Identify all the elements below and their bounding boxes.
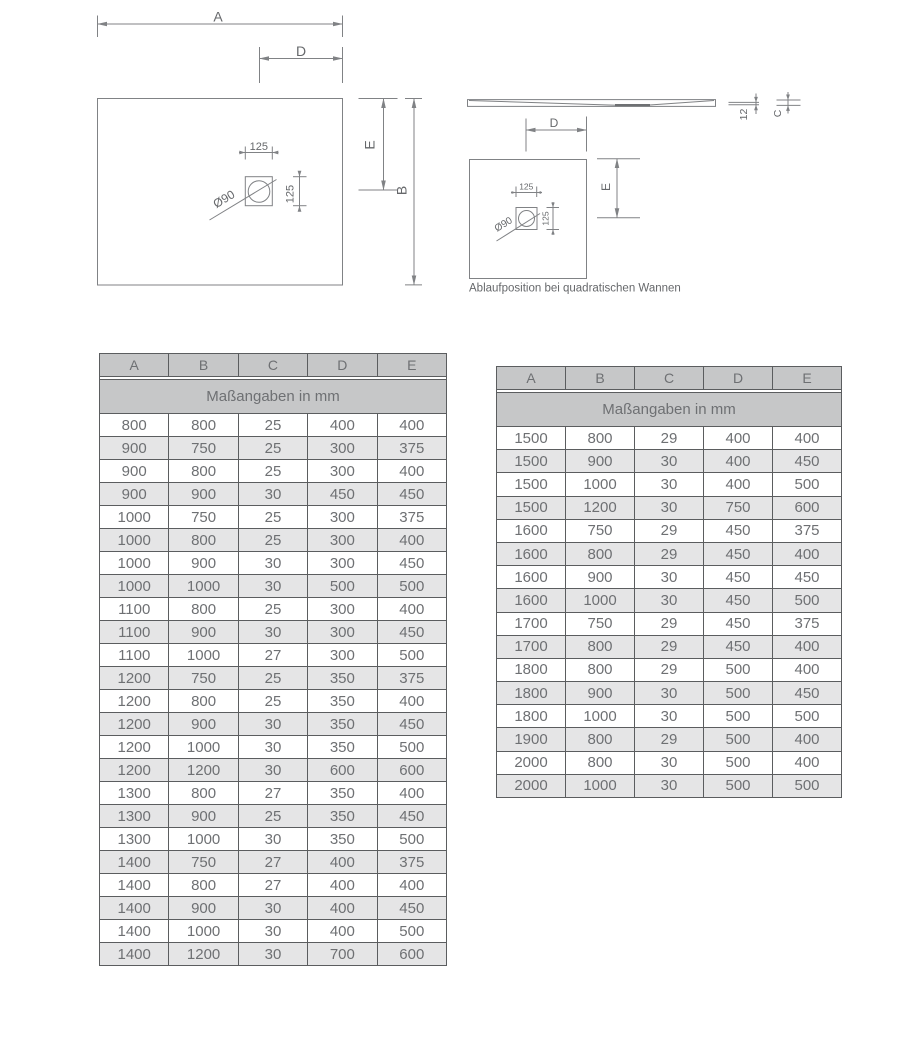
dimension-cell: 900 bbox=[169, 897, 238, 920]
dimension-cell: 400 bbox=[308, 874, 377, 897]
dimension-cell: 800 bbox=[169, 782, 238, 805]
dimension-cell: 450 bbox=[773, 566, 842, 589]
table-row bbox=[100, 759, 447, 782]
dimension-cell: 30 bbox=[238, 759, 307, 782]
dimension-cell: 900 bbox=[169, 483, 238, 506]
column-header-c: C bbox=[635, 367, 704, 390]
dimension-cell: 1700 bbox=[497, 635, 566, 658]
dimension-cell: 1800 bbox=[497, 682, 566, 705]
dimension-cell: 500 bbox=[773, 473, 842, 496]
table-row bbox=[100, 621, 447, 644]
dimension-cell: 400 bbox=[308, 851, 377, 874]
dimension-cell: 900 bbox=[566, 566, 635, 589]
dimension-cell: 2000 bbox=[497, 751, 566, 774]
dimension-cell: 300 bbox=[308, 437, 377, 460]
dimension-cell: 450 bbox=[377, 805, 446, 828]
column-header-b: B bbox=[169, 354, 238, 377]
table-row bbox=[497, 589, 842, 612]
dimension-cell: 30 bbox=[238, 575, 307, 598]
dimension-cell: 1000 bbox=[566, 705, 635, 728]
dimension-cell: 600 bbox=[377, 943, 446, 966]
dimension-cell: 350 bbox=[308, 805, 377, 828]
dimension-cell: 30 bbox=[238, 483, 307, 506]
offset-h-label-square: 125 bbox=[519, 181, 534, 192]
dimension-cell: 2000 bbox=[497, 774, 566, 797]
dimension-cell: 1300 bbox=[100, 782, 169, 805]
dimension-cell: 1500 bbox=[497, 473, 566, 496]
offset-v-label: 125 bbox=[284, 184, 297, 204]
dimension-cell: 300 bbox=[308, 644, 377, 667]
dimension-cell: 30 bbox=[635, 589, 704, 612]
dimension-cell: 400 bbox=[308, 897, 377, 920]
dimensions-table-left bbox=[99, 353, 447, 966]
dimension-cell: 27 bbox=[238, 874, 307, 897]
dim-label-e-square: E bbox=[599, 182, 613, 192]
dimension-cell: 500 bbox=[308, 575, 377, 598]
dimension-cell: 25 bbox=[238, 506, 307, 529]
dimension-cell: 1400 bbox=[100, 920, 169, 943]
dimension-cell: 1000 bbox=[169, 575, 238, 598]
dimension-cell: 800 bbox=[566, 542, 635, 565]
dimension-cell: 1200 bbox=[100, 713, 169, 736]
dimension-cell: 800 bbox=[566, 751, 635, 774]
table-row bbox=[100, 713, 447, 736]
dimension-cell: 800 bbox=[566, 635, 635, 658]
table-row bbox=[100, 851, 447, 874]
drawing-caption: Ablaufposition bei quadratischen Wannen bbox=[469, 282, 681, 295]
dimension-cell: 450 bbox=[377, 483, 446, 506]
dimension-cell: 1700 bbox=[497, 612, 566, 635]
column-header-row bbox=[497, 367, 842, 390]
dimension-cell: 400 bbox=[773, 658, 842, 681]
dim-label-d-square: D bbox=[549, 116, 559, 130]
dimension-cell: 1000 bbox=[100, 575, 169, 598]
dimension-cell: 375 bbox=[377, 851, 446, 874]
dimension-cell: 300 bbox=[308, 552, 377, 575]
dimension-cell: 1100 bbox=[100, 621, 169, 644]
dimension-cell: 900 bbox=[566, 682, 635, 705]
dimension-cell: 300 bbox=[308, 529, 377, 552]
dimension-cell: 900 bbox=[169, 713, 238, 736]
dimension-cell: 1000 bbox=[169, 828, 238, 851]
table-row bbox=[100, 552, 447, 575]
dimension-cell: 500 bbox=[773, 705, 842, 728]
dimension-cell: 30 bbox=[635, 450, 704, 473]
dimension-cell: 500 bbox=[377, 920, 446, 943]
drain-diameter-label: Ø90 bbox=[210, 187, 238, 211]
table-row bbox=[497, 774, 842, 797]
dimension-cell: 300 bbox=[308, 460, 377, 483]
dimension-cell: 400 bbox=[377, 782, 446, 805]
dimension-cell: 400 bbox=[773, 635, 842, 658]
dimension-cell: 1100 bbox=[100, 644, 169, 667]
dimension-cell: 375 bbox=[377, 437, 446, 460]
dimension-cell: 800 bbox=[169, 690, 238, 713]
table-row bbox=[100, 414, 447, 437]
table-row bbox=[100, 805, 447, 828]
dimension-cell: 400 bbox=[773, 728, 842, 751]
dimension-cell: 27 bbox=[238, 644, 307, 667]
dimension-cell: 30 bbox=[238, 621, 307, 644]
dimension-cell: 375 bbox=[773, 612, 842, 635]
dimension-cell: 350 bbox=[308, 667, 377, 690]
dimension-cell: 400 bbox=[377, 529, 446, 552]
dimension-cell: 1200 bbox=[169, 943, 238, 966]
dimension-cell: 400 bbox=[704, 473, 773, 496]
dimension-cell: 750 bbox=[566, 519, 635, 542]
dimension-cell: 800 bbox=[169, 874, 238, 897]
dimension-cell: 800 bbox=[100, 414, 169, 437]
dimension-cell: 400 bbox=[704, 427, 773, 450]
dimension-cell: 750 bbox=[566, 612, 635, 635]
dimension-cell: 900 bbox=[566, 450, 635, 473]
offset-h-label: 125 bbox=[249, 141, 268, 153]
dimension-cell: 1200 bbox=[100, 736, 169, 759]
table-row bbox=[497, 473, 842, 496]
table-row bbox=[100, 943, 447, 966]
dimension-cell: 29 bbox=[635, 728, 704, 751]
dimension-cell: 700 bbox=[308, 943, 377, 966]
side-profile-labels bbox=[738, 109, 784, 121]
table-row bbox=[497, 635, 842, 658]
table-row bbox=[497, 728, 842, 751]
column-header-row bbox=[100, 354, 447, 377]
table-row bbox=[100, 736, 447, 759]
dimension-cell: 450 bbox=[704, 519, 773, 542]
dimension-cell: 27 bbox=[238, 851, 307, 874]
table-row bbox=[100, 874, 447, 897]
dimension-cell: 1500 bbox=[497, 450, 566, 473]
dimension-cell: 750 bbox=[169, 437, 238, 460]
dimension-cell: 500 bbox=[704, 682, 773, 705]
dimension-cell: 450 bbox=[704, 589, 773, 612]
dimension-cell: 1000 bbox=[566, 589, 635, 612]
dimension-cell: 375 bbox=[377, 667, 446, 690]
subheader-cell: Maßangaben in mm bbox=[497, 393, 842, 427]
table-row bbox=[497, 612, 842, 635]
dimension-cell: 1500 bbox=[497, 427, 566, 450]
dimension-cell: 1200 bbox=[100, 690, 169, 713]
dimension-cell: 400 bbox=[773, 751, 842, 774]
dimension-cell: 500 bbox=[704, 658, 773, 681]
dimension-cell: 27 bbox=[238, 782, 307, 805]
dimension-cell: 1900 bbox=[497, 728, 566, 751]
dimension-cell: 29 bbox=[635, 658, 704, 681]
table-row bbox=[100, 828, 447, 851]
table-row bbox=[100, 644, 447, 667]
dimension-cell: 1200 bbox=[566, 496, 635, 519]
rim-height-label: 12 bbox=[738, 108, 750, 121]
technical-drawings bbox=[0, 0, 916, 332]
column-header-e: E bbox=[377, 354, 446, 377]
dimension-cell: 1300 bbox=[100, 805, 169, 828]
dim-label-c: C bbox=[772, 109, 784, 118]
dimension-cell: 1600 bbox=[497, 589, 566, 612]
dimension-cell: 29 bbox=[635, 427, 704, 450]
dimension-cell: 750 bbox=[169, 506, 238, 529]
dimension-cell: 400 bbox=[377, 414, 446, 437]
table-row bbox=[100, 506, 447, 529]
dimension-cell: 1200 bbox=[100, 667, 169, 690]
square-tray-outline bbox=[470, 160, 587, 279]
dimension-cell: 1400 bbox=[100, 943, 169, 966]
table-row bbox=[100, 529, 447, 552]
dimension-cell: 30 bbox=[238, 828, 307, 851]
dimension-cell: 500 bbox=[377, 736, 446, 759]
dimension-cell: 1000 bbox=[169, 920, 238, 943]
dimension-cell: 30 bbox=[635, 705, 704, 728]
table-row bbox=[497, 427, 842, 450]
dimension-cell: 1600 bbox=[497, 519, 566, 542]
column-header-d: D bbox=[308, 354, 377, 377]
dimension-cell: 900 bbox=[100, 483, 169, 506]
dimension-cell: 500 bbox=[704, 751, 773, 774]
dimension-cell: 450 bbox=[704, 566, 773, 589]
dimension-cell: 25 bbox=[238, 460, 307, 483]
dimension-cell: 350 bbox=[308, 782, 377, 805]
dimension-cell: 1800 bbox=[497, 658, 566, 681]
dimension-cell: 900 bbox=[169, 621, 238, 644]
dimension-cell: 750 bbox=[704, 496, 773, 519]
dimension-cell: 30 bbox=[238, 920, 307, 943]
dimension-cell: 350 bbox=[308, 713, 377, 736]
dimension-cell: 450 bbox=[704, 635, 773, 658]
subheader-row bbox=[100, 380, 447, 414]
dimension-cell: 29 bbox=[635, 519, 704, 542]
dimension-cell: 300 bbox=[308, 598, 377, 621]
table-row bbox=[100, 690, 447, 713]
square-plan-drawing bbox=[470, 117, 641, 279]
subheader-cell: Maßangaben in mm bbox=[100, 380, 447, 414]
dimension-cell: 400 bbox=[308, 920, 377, 943]
table-row bbox=[497, 566, 842, 589]
dimension-cell: 900 bbox=[169, 552, 238, 575]
dimension-cell: 500 bbox=[377, 644, 446, 667]
table-row bbox=[100, 782, 447, 805]
dimension-cell: 600 bbox=[377, 759, 446, 782]
dimension-cell: 450 bbox=[773, 450, 842, 473]
side-profile-drawing bbox=[468, 92, 801, 114]
column-header-b: B bbox=[566, 367, 635, 390]
dimension-cell: 25 bbox=[238, 690, 307, 713]
dimension-cell: 375 bbox=[773, 519, 842, 542]
dimension-cell: 375 bbox=[377, 506, 446, 529]
dimension-cell: 30 bbox=[635, 682, 704, 705]
table-row bbox=[100, 598, 447, 621]
dimension-cell: 800 bbox=[169, 460, 238, 483]
column-header-e: E bbox=[773, 367, 842, 390]
dimension-cell: 500 bbox=[704, 705, 773, 728]
dimension-cell: 400 bbox=[377, 460, 446, 483]
table-body-left bbox=[100, 414, 447, 966]
dimension-cell: 1300 bbox=[100, 828, 169, 851]
dimension-cell: 750 bbox=[169, 851, 238, 874]
square-plan-labels bbox=[469, 116, 681, 295]
dimension-cell: 1800 bbox=[497, 705, 566, 728]
dimension-cell: 900 bbox=[100, 437, 169, 460]
dimension-cell: 30 bbox=[238, 736, 307, 759]
dimension-cell: 450 bbox=[377, 621, 446, 644]
dimension-cell: 29 bbox=[635, 612, 704, 635]
dimension-cell: 30 bbox=[635, 751, 704, 774]
table-row bbox=[497, 519, 842, 542]
dimensions-table-right bbox=[496, 366, 842, 798]
table-row bbox=[497, 751, 842, 774]
dimension-cell: 30 bbox=[238, 713, 307, 736]
dimension-cell: 800 bbox=[566, 728, 635, 751]
table-row bbox=[497, 450, 842, 473]
dimension-cell: 1400 bbox=[100, 874, 169, 897]
dimension-cell: 1000 bbox=[566, 473, 635, 496]
dimension-cell: 1000 bbox=[100, 506, 169, 529]
dimension-cell: 25 bbox=[238, 529, 307, 552]
dimension-cell: 500 bbox=[704, 728, 773, 751]
dimension-cell: 450 bbox=[308, 483, 377, 506]
table-row bbox=[497, 705, 842, 728]
dimension-cell: 30 bbox=[635, 566, 704, 589]
dimension-cell: 300 bbox=[308, 621, 377, 644]
table-body-right bbox=[497, 427, 842, 798]
dimension-cell: 800 bbox=[169, 598, 238, 621]
dimension-cell: 500 bbox=[773, 589, 842, 612]
dimension-cell: 800 bbox=[566, 658, 635, 681]
table-row bbox=[100, 897, 447, 920]
plan-view-labels bbox=[211, 9, 410, 211]
subheader-row bbox=[497, 393, 842, 427]
column-header-c: C bbox=[238, 354, 307, 377]
dimension-cell: 500 bbox=[377, 828, 446, 851]
dimension-cell: 1600 bbox=[497, 566, 566, 589]
dimension-cell: 1400 bbox=[100, 851, 169, 874]
dimension-cell: 1000 bbox=[169, 736, 238, 759]
table-row bbox=[100, 920, 447, 943]
dimension-cell: 25 bbox=[238, 437, 307, 460]
dimension-cell: 30 bbox=[238, 552, 307, 575]
dim-label-d: D bbox=[295, 43, 307, 59]
dimension-cell: 350 bbox=[308, 828, 377, 851]
dimension-cell: 1000 bbox=[100, 552, 169, 575]
dimension-cell: 1400 bbox=[100, 897, 169, 920]
dimension-cell: 1600 bbox=[497, 542, 566, 565]
table-row bbox=[497, 658, 842, 681]
column-header-a: A bbox=[100, 354, 169, 377]
dimension-cell: 30 bbox=[635, 774, 704, 797]
dimension-cell: 800 bbox=[169, 529, 238, 552]
dimension-cell: 400 bbox=[377, 690, 446, 713]
dimension-cell: 25 bbox=[238, 414, 307, 437]
dimension-cell: 600 bbox=[308, 759, 377, 782]
dimension-cell: 500 bbox=[704, 774, 773, 797]
dimension-cell: 400 bbox=[308, 414, 377, 437]
dimension-cell: 30 bbox=[635, 473, 704, 496]
table-row bbox=[100, 460, 447, 483]
dimension-cell: 25 bbox=[238, 598, 307, 621]
table-row bbox=[497, 682, 842, 705]
dimension-cell: 400 bbox=[773, 542, 842, 565]
dimension-cell: 450 bbox=[773, 682, 842, 705]
dimension-cell: 800 bbox=[566, 427, 635, 450]
table-row bbox=[497, 542, 842, 565]
column-header-a: A bbox=[497, 367, 566, 390]
dimension-cell: 30 bbox=[238, 943, 307, 966]
table-row bbox=[497, 496, 842, 519]
dimension-cell: 1000 bbox=[100, 529, 169, 552]
dim-label-e: E bbox=[361, 140, 378, 150]
dimension-cell: 800 bbox=[169, 414, 238, 437]
dimension-cell: 1200 bbox=[100, 759, 169, 782]
dimension-cell: 450 bbox=[377, 897, 446, 920]
dimension-cell: 500 bbox=[377, 575, 446, 598]
dimension-cell: 300 bbox=[308, 506, 377, 529]
table-row bbox=[100, 483, 447, 506]
dimension-cell: 600 bbox=[773, 496, 842, 519]
dimension-cell: 900 bbox=[169, 805, 238, 828]
dimension-cell: 350 bbox=[308, 690, 377, 713]
dim-label-a: A bbox=[213, 8, 223, 25]
dimension-cell: 1000 bbox=[169, 644, 238, 667]
table-row bbox=[100, 575, 447, 598]
dimension-cell: 1500 bbox=[497, 496, 566, 519]
offset-v-label-square: 125 bbox=[540, 211, 551, 226]
dimension-cell: 29 bbox=[635, 542, 704, 565]
dimension-cell: 900 bbox=[100, 460, 169, 483]
dimension-cell: 30 bbox=[635, 496, 704, 519]
dimension-cell: 450 bbox=[377, 713, 446, 736]
dimension-cell: 500 bbox=[773, 774, 842, 797]
dimension-cell: 1200 bbox=[169, 759, 238, 782]
dimension-cell: 1100 bbox=[100, 598, 169, 621]
table-row bbox=[100, 437, 447, 460]
dimension-cell: 400 bbox=[773, 427, 842, 450]
dimension-cell: 450 bbox=[704, 612, 773, 635]
dimension-cell: 25 bbox=[238, 667, 307, 690]
dimension-cell: 350 bbox=[308, 736, 377, 759]
tray-outline bbox=[98, 99, 343, 286]
dimension-cell: 1000 bbox=[566, 774, 635, 797]
dim-label-b: B bbox=[393, 185, 410, 196]
dimension-cell: 450 bbox=[704, 542, 773, 565]
dimension-cell: 29 bbox=[635, 635, 704, 658]
dimension-cell: 30 bbox=[238, 897, 307, 920]
drain-diameter-label-square: Ø90 bbox=[492, 215, 515, 235]
table-row bbox=[100, 667, 447, 690]
dimension-cell: 25 bbox=[238, 805, 307, 828]
dimension-cell: 450 bbox=[377, 552, 446, 575]
column-header-d: D bbox=[704, 367, 773, 390]
dimension-cell: 400 bbox=[377, 598, 446, 621]
dimension-cell: 750 bbox=[169, 667, 238, 690]
dimension-cell: 400 bbox=[704, 450, 773, 473]
dimension-cell: 400 bbox=[377, 874, 446, 897]
